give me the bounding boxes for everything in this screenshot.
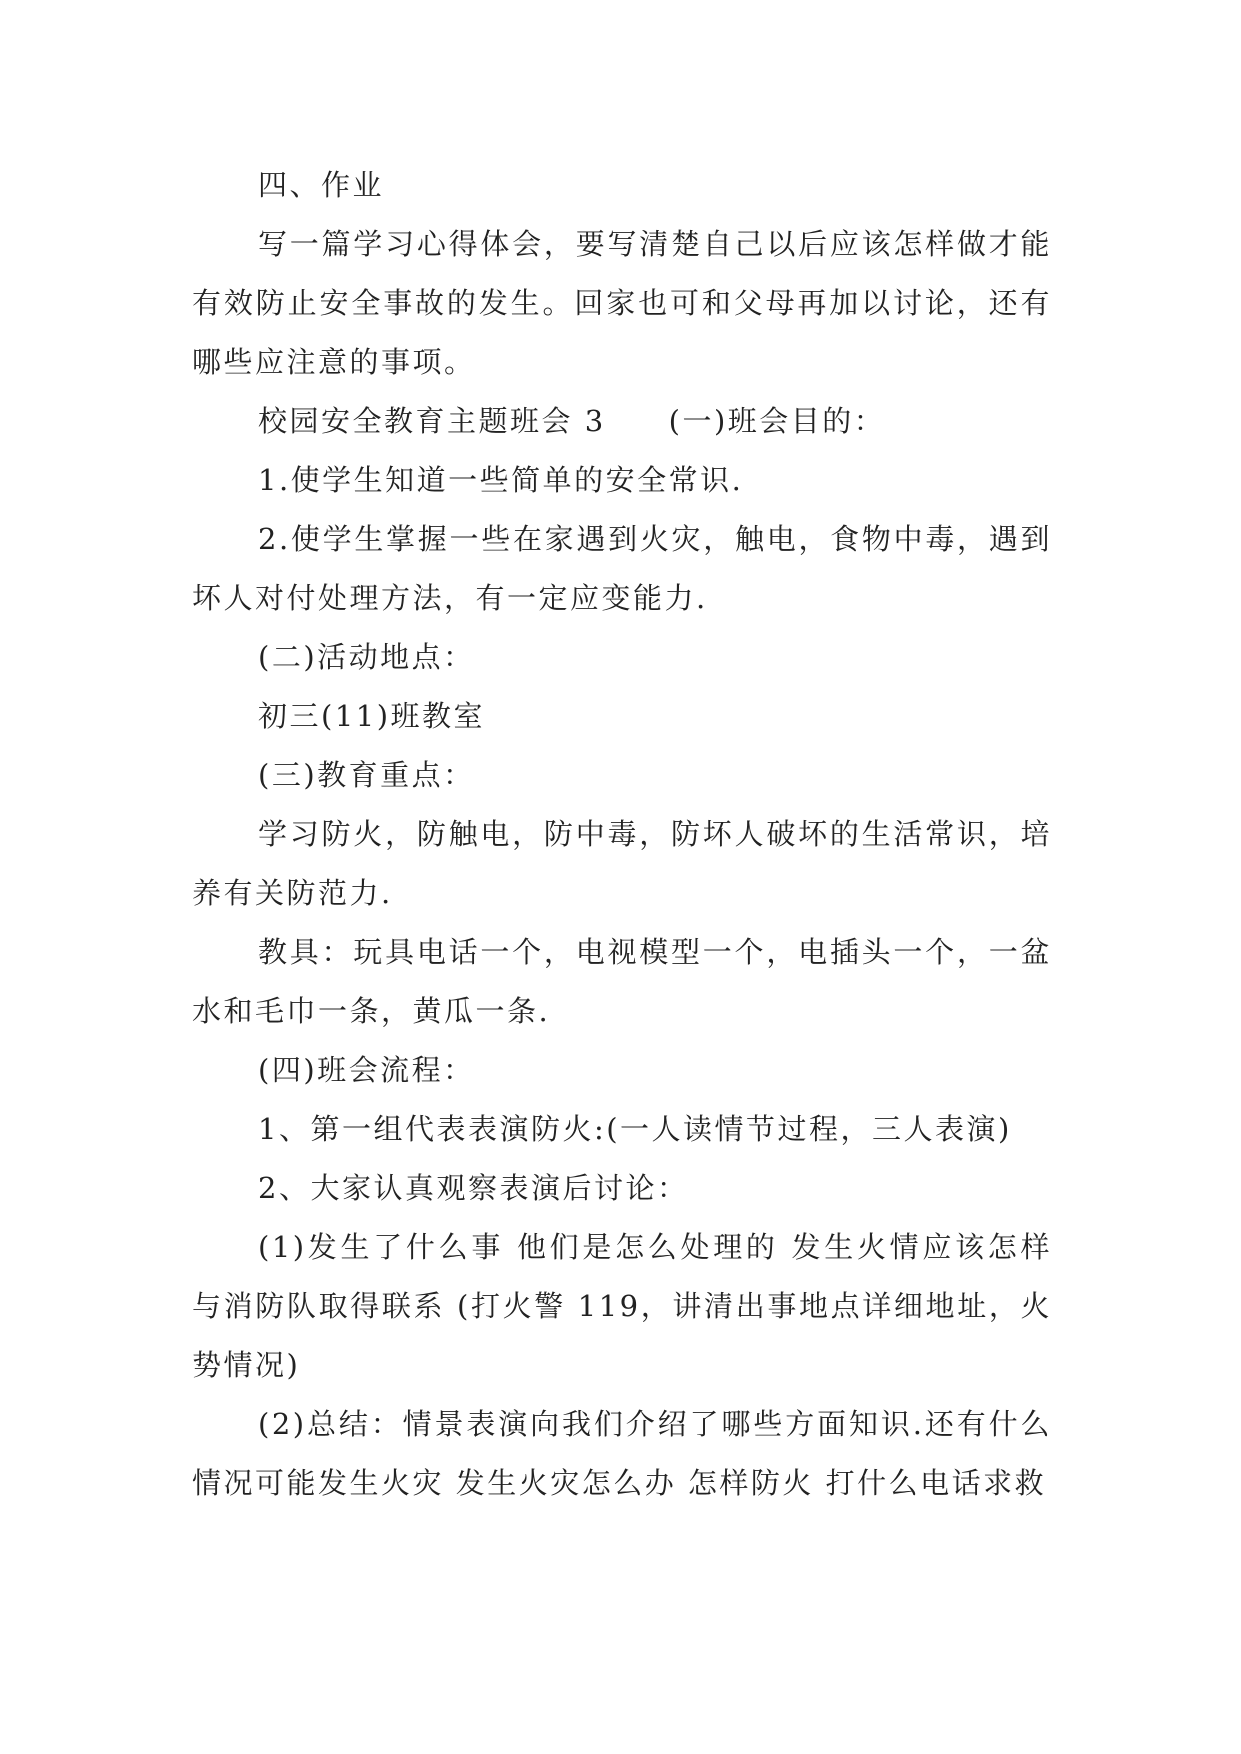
goal-item-2: 2.使学生掌握一些在家遇到火灾，触电，食物中毒，遇到坏人对付处理方法，有一定应变能力.: [192, 522, 1052, 615]
document-body: [192, 156, 1052, 1513]
section-heading-key-points: (三)教育重点：: [258, 758, 475, 792]
key-points-text: 学习防火，防触电，防中毒，防坏人破坏的生活常识，培养有关防范力.: [192, 817, 1052, 910]
teaching-aids-text: 教具：玩具电话一个，电视模型一个，电插头一个，一盆水和毛巾一条，黄瓜一条.: [192, 935, 1052, 1028]
section-heading-homework: 四、作业: [258, 168, 385, 202]
section-heading-class-meeting-3: 校园安全教育主题班会 3 (一)班会目的：: [258, 404, 886, 438]
goal-item-1: 1.使学生知道一些简单的安全常识.: [258, 463, 744, 497]
location-text: 初三(11)班教室: [258, 699, 486, 733]
process-step-1: 1、第一组代表表演防火:(一人读情节过程，三人表演): [258, 1112, 1012, 1146]
discussion-item-1: (1)发生了什么事 他们是怎么处理的 发生火情应该怎样与消防队取得联系 (打火警 119，讲清出事地点详细地址，火势情况): [192, 1230, 1052, 1382]
discussion-item-2: (2)总结：情景表演向我们介绍了哪些方面知识.还有什么情况可能发生火灾 发生火灾怎么办 怎样防火 打什么电话求救: [192, 1407, 1052, 1500]
paragraph-homework-description: 写一篇学习心得体会，要写清楚自己以后应该怎样做才能有效防止安全事故的发生。回家也可和父母再加以讨论，还有哪些应注意的事项。: [192, 227, 1052, 379]
process-step-2: 2、大家认真观察表演后讨论：: [258, 1171, 689, 1205]
section-heading-location: (二)活动地点：: [258, 640, 475, 674]
section-heading-process: (四)班会流程：: [258, 1053, 475, 1087]
